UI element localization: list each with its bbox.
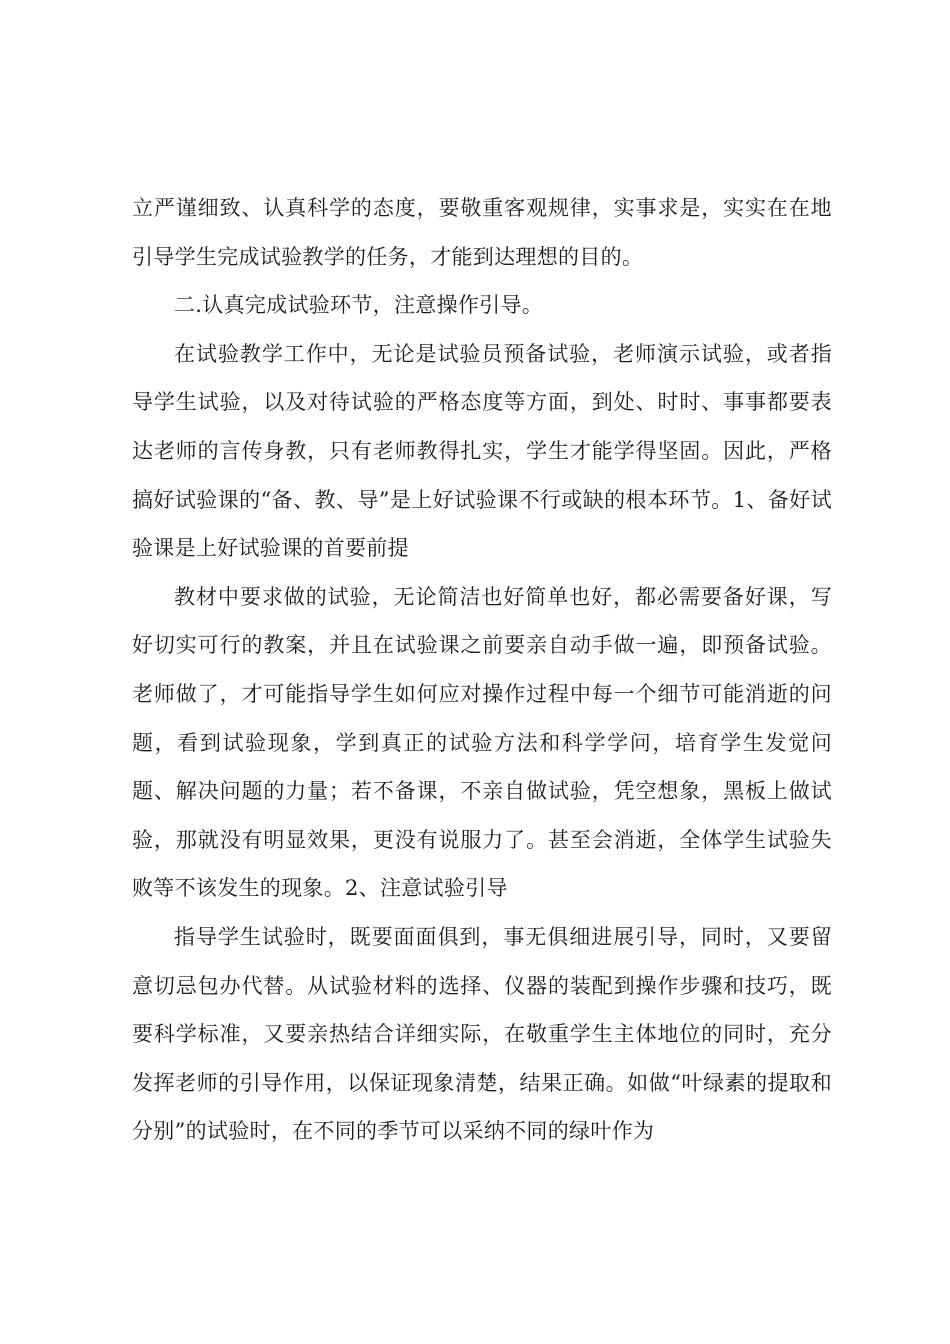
paragraph-3: 在试验教学工作中，无论是试验员预备试验，老师演示试验，或者指导学生试验，以及对待试验的严格态度等方面，到处、时时、事事都要表达老师的言传身教，只有老师教得扎实，学生才能学得坚固。因此，严格搞好试验课的“备、教、导”是上好试验课不行或缺的根本环节。1、备好试验课是上好试验课的首要前提	[132, 341, 832, 561]
paragraph-5: 指导学生试验时，既要面面俱到，事无俱细进展引导，同时，又要留意切忌包办代替。从试验材料的选择、仪器的装配到操作步骤和技巧，既要科学标准，又要亲热结合详细实际，在敬重学生主体地位的同时，充分发挥老师的引导作用，以保证现象清楚，结果正确。如做“叶绿素的提取和分别”的试验时，在不同的季节可以采纳不同的绿叶作为	[132, 924, 832, 1144]
paragraph-2-heading: 二.认真完成试验环节，注意操作引导。	[174, 293, 544, 318]
paragraph-4: 教材中要求做的试验，无论简洁也好简单也好，都必需要备好课，写好切实可行的教案，并且在试验课之前要亲自动手做一遍，即预备试验。老师做了，才可能指导学生如何应对操作过程中每一个细节可能消逝的问题，看到试验现象，学到真正的试验方法和科学学问，培育学生发觉问题、解决问题的力量；若不备课，不亲自做试验，凭空想象，黑板上做试验，那就没有明显效果，更没有说服力了。甚至会消逝，全体学生试验失败等不该发生的现象。2、注意试验引导	[132, 584, 832, 901]
body-text	[132, 184, 832, 1156]
paragraph-1: 立严谨细致、认真科学的态度，要敬重客观规律，实事求是，实实在在地引导学生完成试验教学的任务，才能到达理想的目的。	[132, 196, 832, 269]
